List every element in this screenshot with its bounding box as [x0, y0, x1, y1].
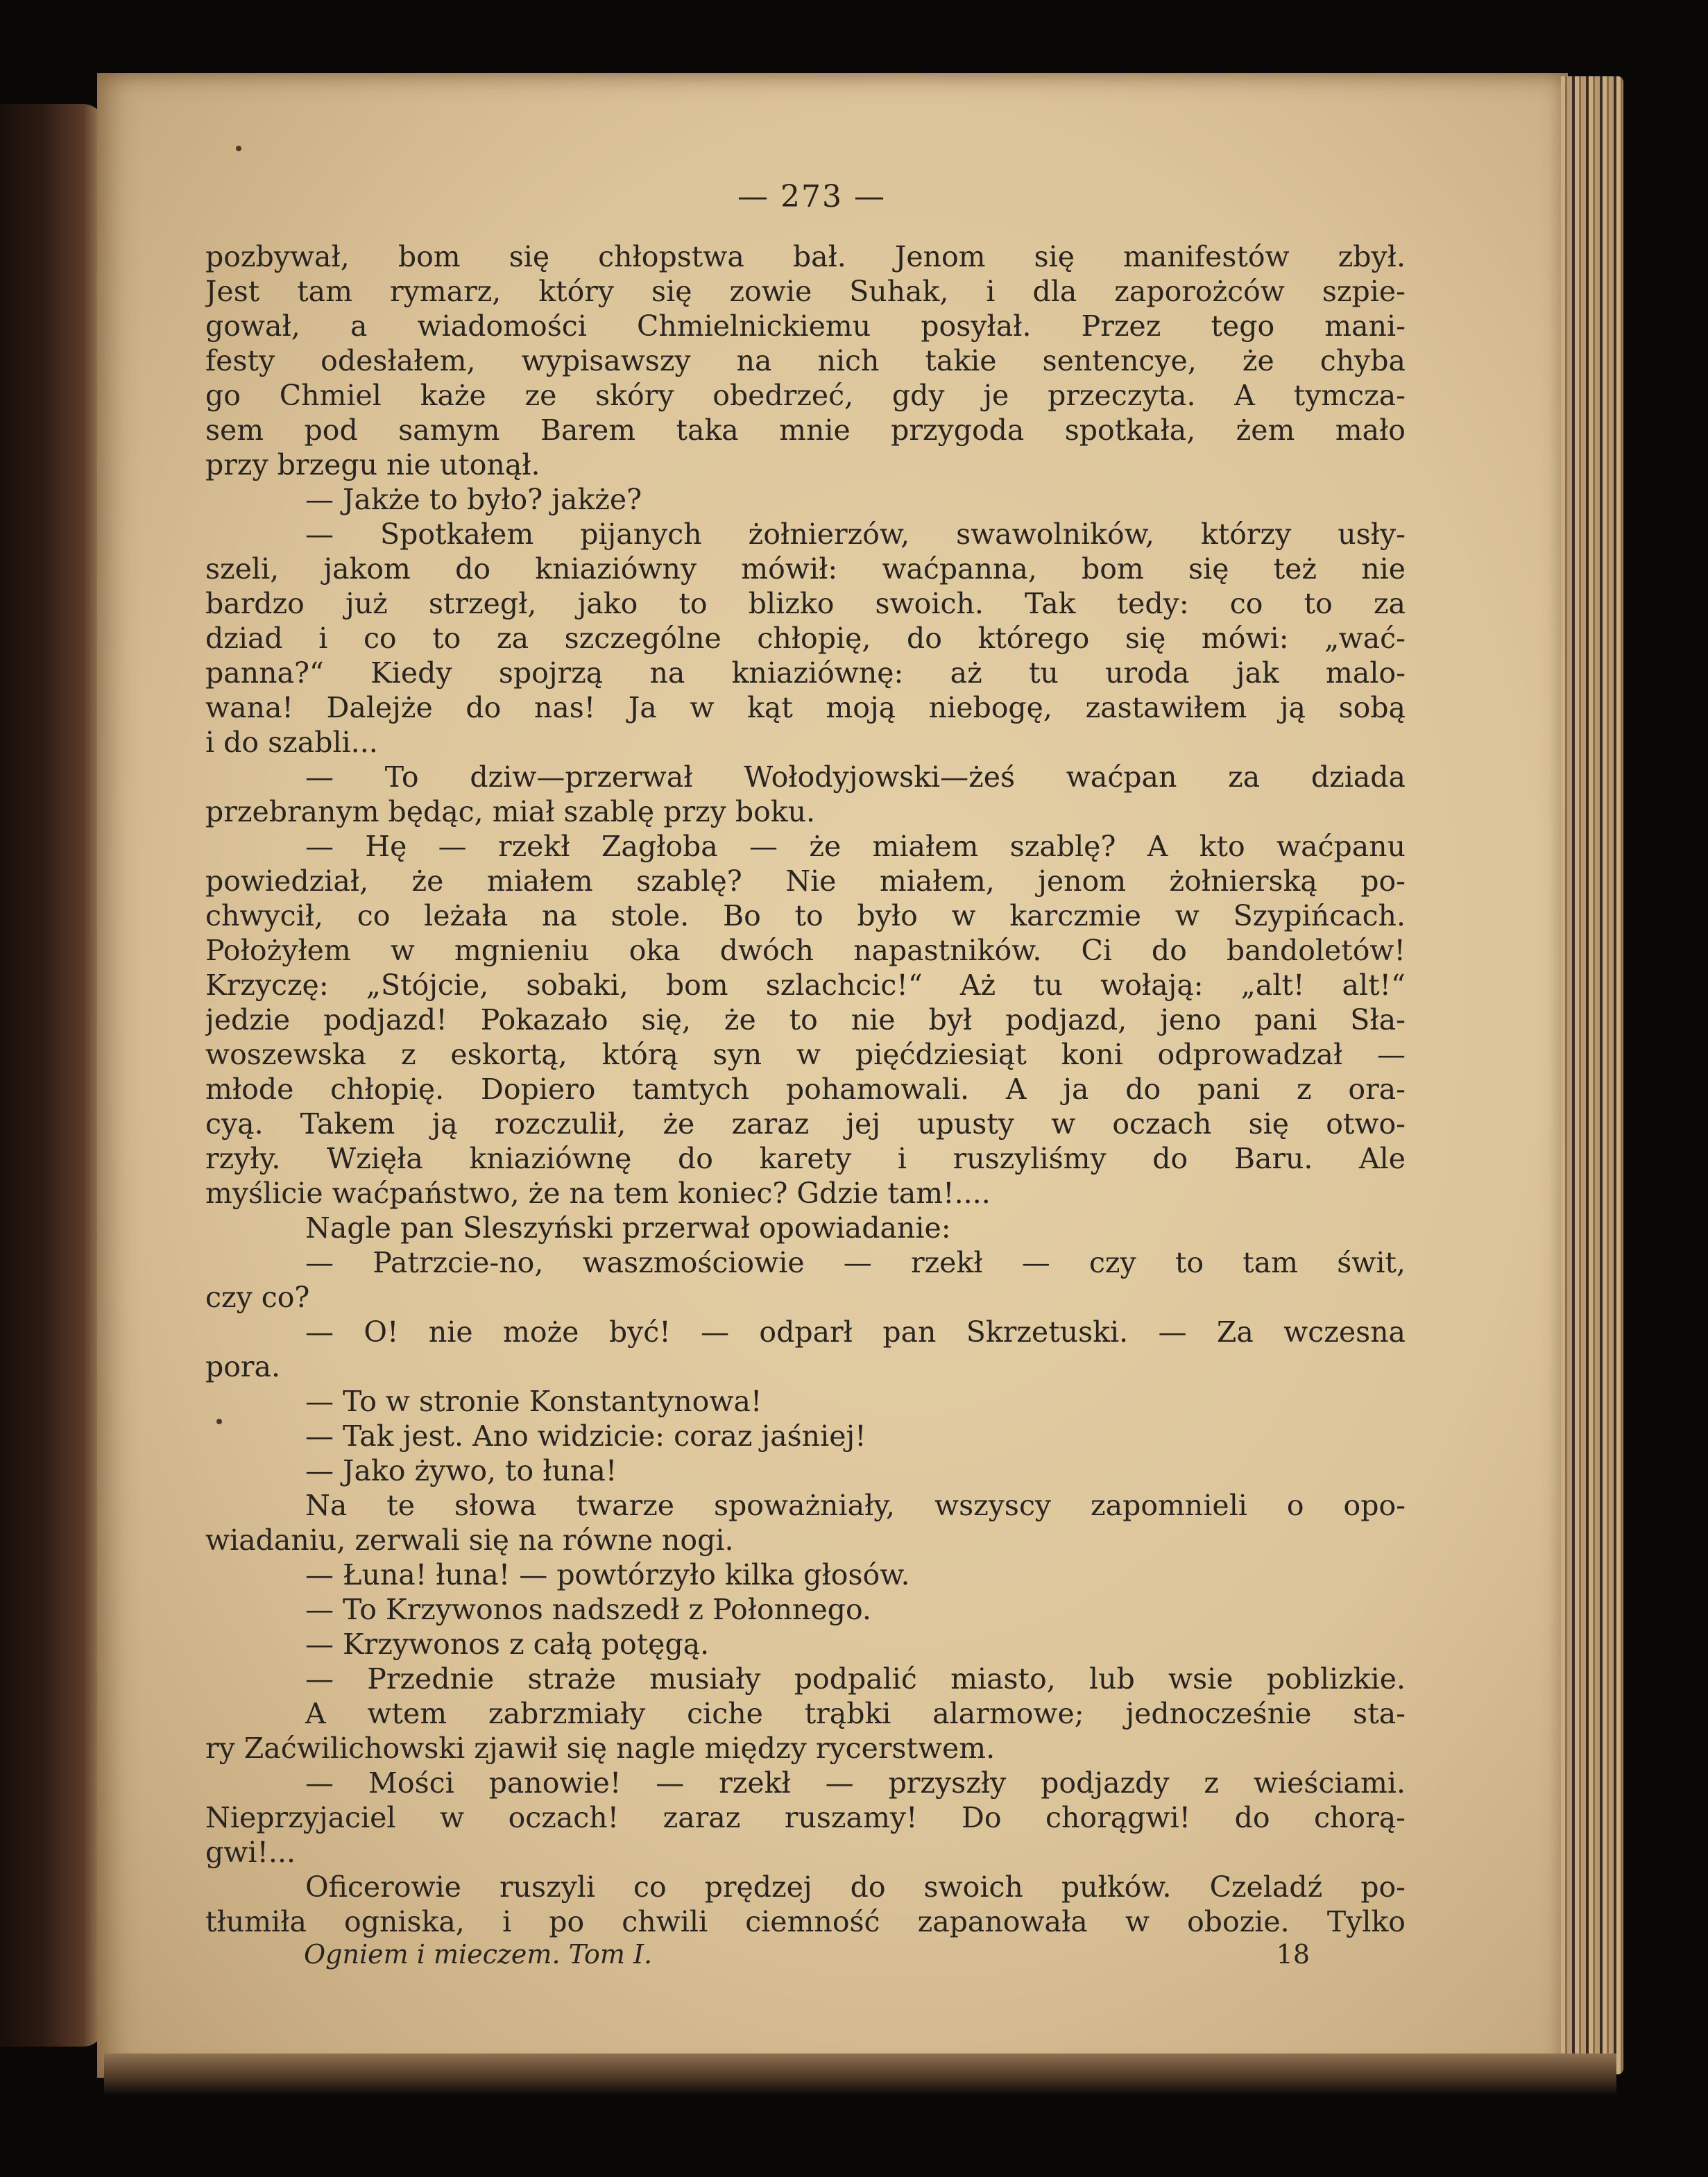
text-line: powiedział, że miałem szablę? Nie miałem, jenom żołnierską po- [205, 864, 1406, 898]
text-line: woszewska z eskortą, którą syn w pięćdziesiąt koni odprowadzał — [205, 1038, 1406, 1071]
text-line: — Łuna! łuna! — powtórzyło kilka głosów. [305, 1558, 910, 1591]
text-line: chwycił, co leżała na stole. Bo to było w karczmie w Szypińcach. [205, 899, 1406, 932]
footer-signature-number: 18 [1276, 1939, 1310, 1970]
text-line: Na te słowa twarze spoważniały, wszyscy zapomnieli o opo- [305, 1489, 1406, 1522]
text-line: Oficerowie ruszyli co prędzej do swoich pułków. Czeladź po- [305, 1870, 1406, 1904]
book-spine-left [0, 104, 104, 2047]
text-line: A wtem zabrzmiały ciche trąbki alarmowe; jednocześnie sta- [305, 1697, 1406, 1730]
text-line: wana! Dalejże do nas! Ja w kąt moją niebogę, zastawiłem ją sobą [205, 691, 1406, 724]
text-line: — To dziw—przerwał Wołodyjowski—żeś waćpan za dziada [305, 760, 1406, 794]
text-line: festy odesłałem, wypisawszy na nich takie sentencye, że chyba [205, 344, 1406, 377]
text-line: czy co? [205, 1281, 310, 1314]
text-line: pora. [205, 1350, 281, 1383]
text-line: Jest tam rymarz, który się zowie Suhak, i dla zaporożców szpie- [205, 275, 1406, 308]
text-line: — Hę — rzekł Zagłoba — że miałem szablę? A kto waćpanu [305, 830, 1406, 863]
text-line: gwi!... [205, 1836, 296, 1869]
text-line: młode chłopię. Dopiero tamtych pohamowali. A ja do pani z ora- [205, 1073, 1406, 1106]
text-line: gował, a wiadomości Chmielnickiemu posyłał. Przez tego mani- [205, 309, 1406, 343]
text-line: szeli, jakom do kniaziówny mówił: waćpanna, bom się też nie [205, 552, 1406, 586]
text-line: go Chmiel każe ze skóry obedrzeć, gdy je przeczyta. A tymcza- [205, 379, 1406, 412]
text-line: — Jakże to było? jakże? [305, 483, 642, 516]
page-text-body [205, 239, 1406, 1939]
page-number-header: — 273 — [737, 179, 886, 214]
text-line: przebranym będąc, miał szablę przy boku. [205, 795, 816, 828]
footer-book-title: Ogniem i mieczem. Tom I. [304, 1939, 653, 1970]
text-line: — Mości panowie! — rzekł — przyszły podjazdy z wieściami. [305, 1766, 1406, 1800]
text-line: — Patrzcie-no, waszmościowie — rzekł — czy to tam świt, [305, 1246, 1406, 1279]
text-line: — Spotkałem pijanych żołnierzów, swawolników, którzy usły- [305, 518, 1406, 551]
text-line: rzyły. Wzięła kniaziównę do karety i ruszyliśmy do Baru. Ale [205, 1142, 1406, 1175]
page-edges-right [1561, 76, 1623, 2074]
text-line: Położyłem w mgnieniu oka dwóch napastników. Ci do bandoletów! [205, 934, 1406, 967]
text-line: Nagle pan Sleszyński przerwał opowiadanie: [305, 1211, 951, 1245]
text-line: Krzyczę: „Stójcie, sobaki, bom szlachcic!“ Aż tu wołają: „alt! alt!“ [205, 968, 1406, 1002]
text-line: przy brzegu nie utonął. [205, 448, 540, 481]
text-line: — Krzywonos z całą potęgą. [305, 1628, 710, 1661]
paper-speck [236, 146, 241, 151]
text-line: i do szabli... [205, 726, 378, 759]
text-line: pozbywał, bom się chłopstwa bał. Jenom się manifestów zbył. [205, 240, 1406, 273]
text-line: bardzo już strzegł, jako to blizko swoich. Tak tedy: co to za [205, 587, 1406, 620]
text-line: — Jako żywo, to łuna! [305, 1454, 617, 1487]
text-line: cyą. Takem ją rozczulił, że zaraz jej upusty w oczach się otwo- [205, 1107, 1406, 1141]
text-line: myślicie waćpaństwo, że na tem koniec? Gdzie tam!.... [205, 1177, 991, 1210]
text-line: — To Krzywonos nadszedł z Połonnego. [305, 1593, 871, 1626]
text-line: — To w stronie Konstantynowa! [305, 1385, 762, 1418]
text-line: ry Zaćwilichowski zjawił się nagle między rycerstwem. [205, 1732, 996, 1765]
text-line: — O! nie może być! — odparł pan Skrzetuski. — Za wczesna [305, 1315, 1406, 1349]
text-line: sem pod samym Barem taka mnie przygoda spotkała, żem mało [205, 413, 1406, 447]
text-line: Nieprzyjaciel w oczach! zaraz ruszamy! Do chorągwi! do chorą- [205, 1801, 1406, 1834]
text-line: tłumiła ogniska, i po chwili ciemność zapanowała w obozie. Tylko [205, 1905, 1406, 1938]
text-line: panna?“ Kiedy spojrzą na kniaziównę: aż tu uroda jak malo- [205, 656, 1406, 690]
page-footer [304, 1939, 1358, 1970]
text-line: jedzie podjazd! Pokazało się, że to nie był podjazd, jeno pani Sła- [205, 1003, 1406, 1036]
text-line: wiadaniu, zerwali się na równe nogi. [205, 1523, 734, 1557]
text-line: — Tak jest. Ano widzicie: coraz jaśniej! [305, 1419, 866, 1453]
text-line: — Przednie straże musiały podpalić miasto, lub wsie poblizkie. [305, 1662, 1406, 1696]
text-line: dziad i co to za szczególne chłopię, do którego się mówi: „wać- [205, 622, 1406, 655]
page-bottom-edge [104, 2054, 1616, 2095]
